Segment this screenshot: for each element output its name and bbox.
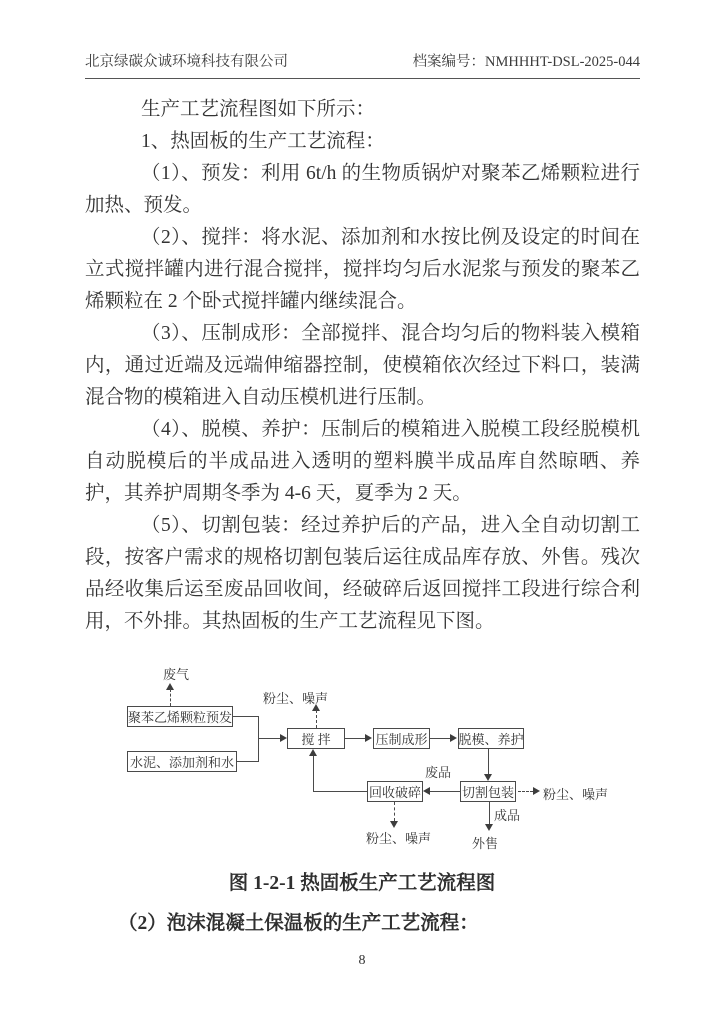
arrow-down-icon bbox=[390, 821, 398, 828]
paragraph-step-2: （2）、搅拌：将水泥、添加剂和水按比例及设定的时间在立式搅拌罐内进行混合搅拌，搅拌均匀后水泥浆与预发的聚苯乙烯颗粒在 2 个卧式搅拌罐内继续混合。 bbox=[85, 227, 640, 312]
dashed-line bbox=[316, 710, 317, 728]
flow-box-cutting: 切割包装 bbox=[460, 781, 516, 802]
product-label: 成品 bbox=[494, 808, 521, 823]
dust-noise-label-recycling: 粉尘、噪声 bbox=[366, 831, 432, 846]
connector-line bbox=[237, 761, 259, 762]
connector-line bbox=[489, 802, 490, 824]
paragraph-step-4: （4）、脱模、养护：压制后的模箱进入脱模工段经脱模机自动脱模后的半成品进入透明的塑料膜半成品库自然晾晒、养护，其养护周期冬季为 4-6 天，夏季为 2 天。 bbox=[85, 419, 640, 504]
company-name: 北京绿碳众诚环境科技有限公司 bbox=[85, 54, 288, 70]
figure-caption: 图 1-2-1 热固板生产工艺流程图 bbox=[228, 873, 496, 894]
arrow-up-icon bbox=[309, 749, 317, 756]
dashed-line bbox=[394, 802, 395, 821]
arrow-right-icon bbox=[533, 787, 540, 795]
sale-label: 外售 bbox=[472, 836, 499, 851]
body-text bbox=[85, 94, 640, 638]
connector-line bbox=[430, 738, 451, 739]
scrap-label: 废品 bbox=[425, 765, 452, 780]
section-heading-2: （2）泡沫混凝土保温板的生产工艺流程： bbox=[118, 913, 479, 934]
paragraph-step-5: （5）、切割包装：经过养护后的产品，进入全自动切割工段，按客户需求的规格切割包装后运往成品库存放、外售。残次品经收集后运至废品回收间，经破碎后返回搅拌工段进行综合利用，不外排。其热固板的生产工艺流程见下图。 bbox=[85, 515, 640, 632]
waste-gas-label: 废气 bbox=[163, 667, 190, 682]
connector-line bbox=[488, 749, 489, 774]
page-number: 8 bbox=[358, 953, 366, 968]
flow-box-mixing: 搅 拌 bbox=[287, 728, 345, 749]
connector-line bbox=[313, 755, 314, 791]
arrow-down-icon bbox=[484, 774, 492, 781]
connector-line bbox=[258, 738, 281, 739]
dust-noise-label-cutting: 粉尘、噪声 bbox=[543, 787, 609, 802]
flow-box-demolding: 脱模、养护 bbox=[458, 728, 524, 749]
page-header bbox=[85, 50, 640, 79]
dust-noise-label-mixing: 粉尘、噪声 bbox=[263, 691, 329, 706]
arrow-right-icon bbox=[280, 734, 287, 742]
connector-line bbox=[345, 738, 366, 739]
dashed-line bbox=[170, 689, 171, 706]
paragraph-section-1: 1、热固板的生产工艺流程： bbox=[141, 131, 385, 152]
flow-box-materials: 水泥、添加剂和水 bbox=[127, 751, 237, 772]
connector-line bbox=[258, 716, 259, 762]
arrow-right-icon bbox=[450, 734, 457, 742]
dashed-line bbox=[518, 791, 533, 792]
flow-box-recycling: 回收破碎 bbox=[367, 781, 423, 802]
arrow-left-icon bbox=[423, 787, 430, 795]
paragraph-step-1: （1）、预发：利用 6t/h 的生物质锅炉对聚苯乙烯颗粒进行加热、预发。 bbox=[85, 163, 640, 216]
flow-box-prefoam: 聚苯乙烯颗粒预发 bbox=[127, 706, 233, 727]
connector-line bbox=[430, 791, 460, 792]
connector-line bbox=[313, 791, 367, 792]
arrow-down-icon bbox=[485, 824, 493, 831]
paragraph-intro: 生产工艺流程图如下所示： bbox=[141, 99, 376, 120]
archive-number: 档案编号：NMHHHT-DSL-2025-044 bbox=[412, 54, 640, 70]
paragraph-step-3: （3）、压制成形：全部搅拌、混合均匀后的物料装入模箱内，通过近端及远端伸缩器控制，使模箱依次经过下料口，装满混合物的模箱进入自动压模机进行压制。 bbox=[85, 323, 640, 408]
connector-line bbox=[233, 716, 259, 717]
flow-box-pressing: 压制成形 bbox=[373, 728, 430, 749]
arrow-right-icon bbox=[365, 734, 372, 742]
process-flowchart bbox=[0, 656, 724, 854]
